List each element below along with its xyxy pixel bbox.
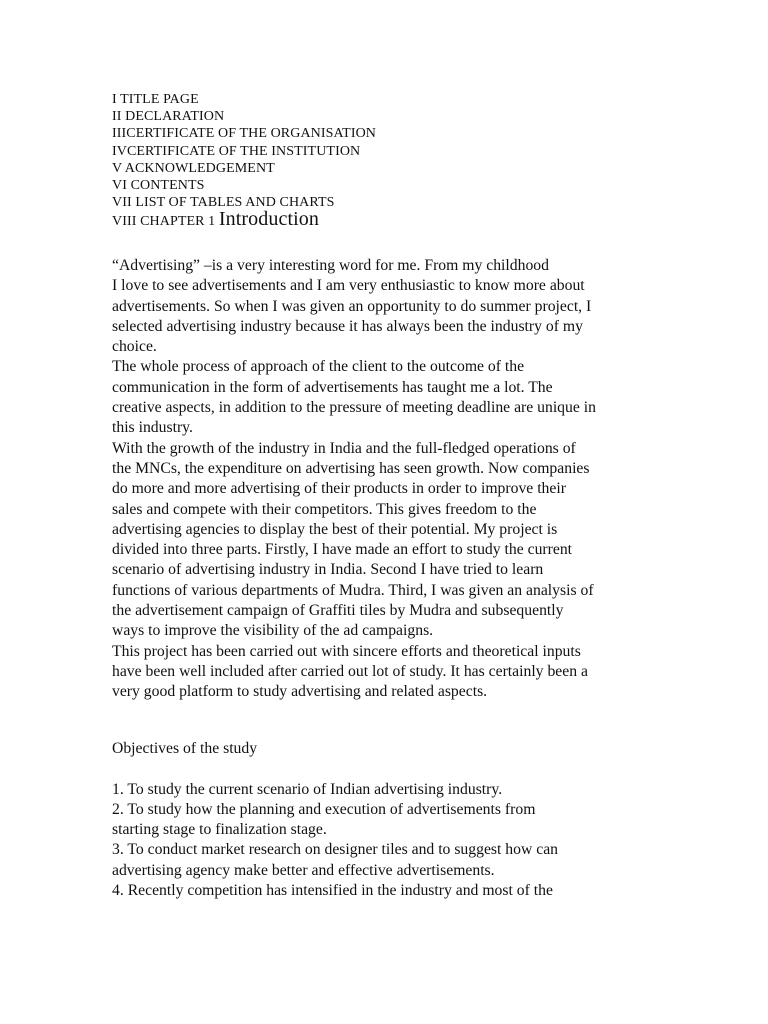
- body-line: very good platform to study advertising and related aspects.: [112, 683, 488, 701]
- toc-item: VI CONTENTS: [112, 178, 205, 194]
- body-line: With the growth of the industry in India and the full-fledged operations of: [112, 439, 576, 457]
- toc-item: IVCERTIFICATE OF THE INSTITUTION: [112, 143, 361, 159]
- toc-item: V ACKNOWLEDGEMENT: [112, 160, 275, 176]
- objective-line: 2. To study how the planning and execution of advertisements from: [112, 800, 536, 818]
- body-line: communication in the form of advertisements has taught me a lot. The: [112, 378, 553, 396]
- objective-line: starting stage to finalization stage.: [112, 821, 327, 839]
- objective-line: 1. To study the current scenario of Indian advertising industry.: [112, 780, 503, 798]
- body-line: The whole process of approach of the client to the outcome of the: [112, 358, 525, 376]
- body-line: do more and more advertising of their products in order to improve their: [112, 480, 566, 498]
- body-line: sales and compete with their competitors. This gives freedom to the: [112, 500, 537, 518]
- body-line: ways to improve the visibility of the ad campaigns.: [112, 622, 434, 640]
- body-line: the MNCs, the expenditure on advertising has seen growth. Now companies: [112, 459, 590, 477]
- body-line: advertising agencies to display the best of their potential. My project is: [112, 520, 558, 538]
- body-line: “Advertising” –is a very interesting word for me. From my childhood: [112, 257, 549, 274]
- objective-line: advertising agency make better and effective advertisements.: [112, 861, 495, 879]
- chapter-title: Introduction: [218, 208, 319, 231]
- objective-line: 3. To conduct market research on designer tiles and to suggest how can: [112, 841, 559, 859]
- body-line: divided into three parts. Firstly, I have made an effort to study the current: [112, 541, 573, 559]
- toc-item: I TITLE PAGE: [112, 92, 199, 107]
- table-of-contents: [112, 91, 632, 231]
- objectives-heading: Objectives of the study: [112, 740, 258, 757]
- introduction-body: [112, 256, 652, 703]
- body-line: choice.: [112, 338, 157, 356]
- body-line: have been well included after carried out lot of study. It has certainly been a: [112, 662, 588, 680]
- body-line: the advertisement campaign of Graffiti tiles by Mudra and subsequently: [112, 602, 564, 620]
- body-line: I love to see advertisements and I am very enthusiastic to know more about: [112, 277, 585, 295]
- toc-item: IIICERTIFICATE OF THE ORGANISATION: [112, 126, 377, 142]
- toc-item: VII LIST OF TABLES AND CHARTS: [112, 195, 335, 211]
- body-line: creative aspects, in addition to the pressure of meeting deadline are unique in: [112, 399, 596, 417]
- body-line: this industry.: [112, 419, 193, 437]
- body-line: functions of various departments of Mudra. Third, I was given an analysis of: [112, 581, 594, 599]
- blank-line: [112, 759, 652, 779]
- chapter-prefix: VIII CHAPTER 1: [112, 214, 219, 230]
- body-line: This project has been carried out with sincere efforts and theoretical inputs: [112, 642, 581, 660]
- body-line: scenario of advertising industry in India. Second I have tried to learn: [112, 561, 544, 579]
- objectives-section: [112, 739, 652, 901]
- chapter-heading: [112, 208, 632, 231]
- objective-line: 4. Recently competition has intensified in the industry and most of the: [112, 882, 553, 900]
- toc-item: II DECLARATION: [112, 109, 225, 125]
- body-line: advertisements. So when I was given an opportunity to do summer project, I: [112, 297, 592, 315]
- body-line: selected advertising industry because it has always been the industry of my: [112, 317, 583, 335]
